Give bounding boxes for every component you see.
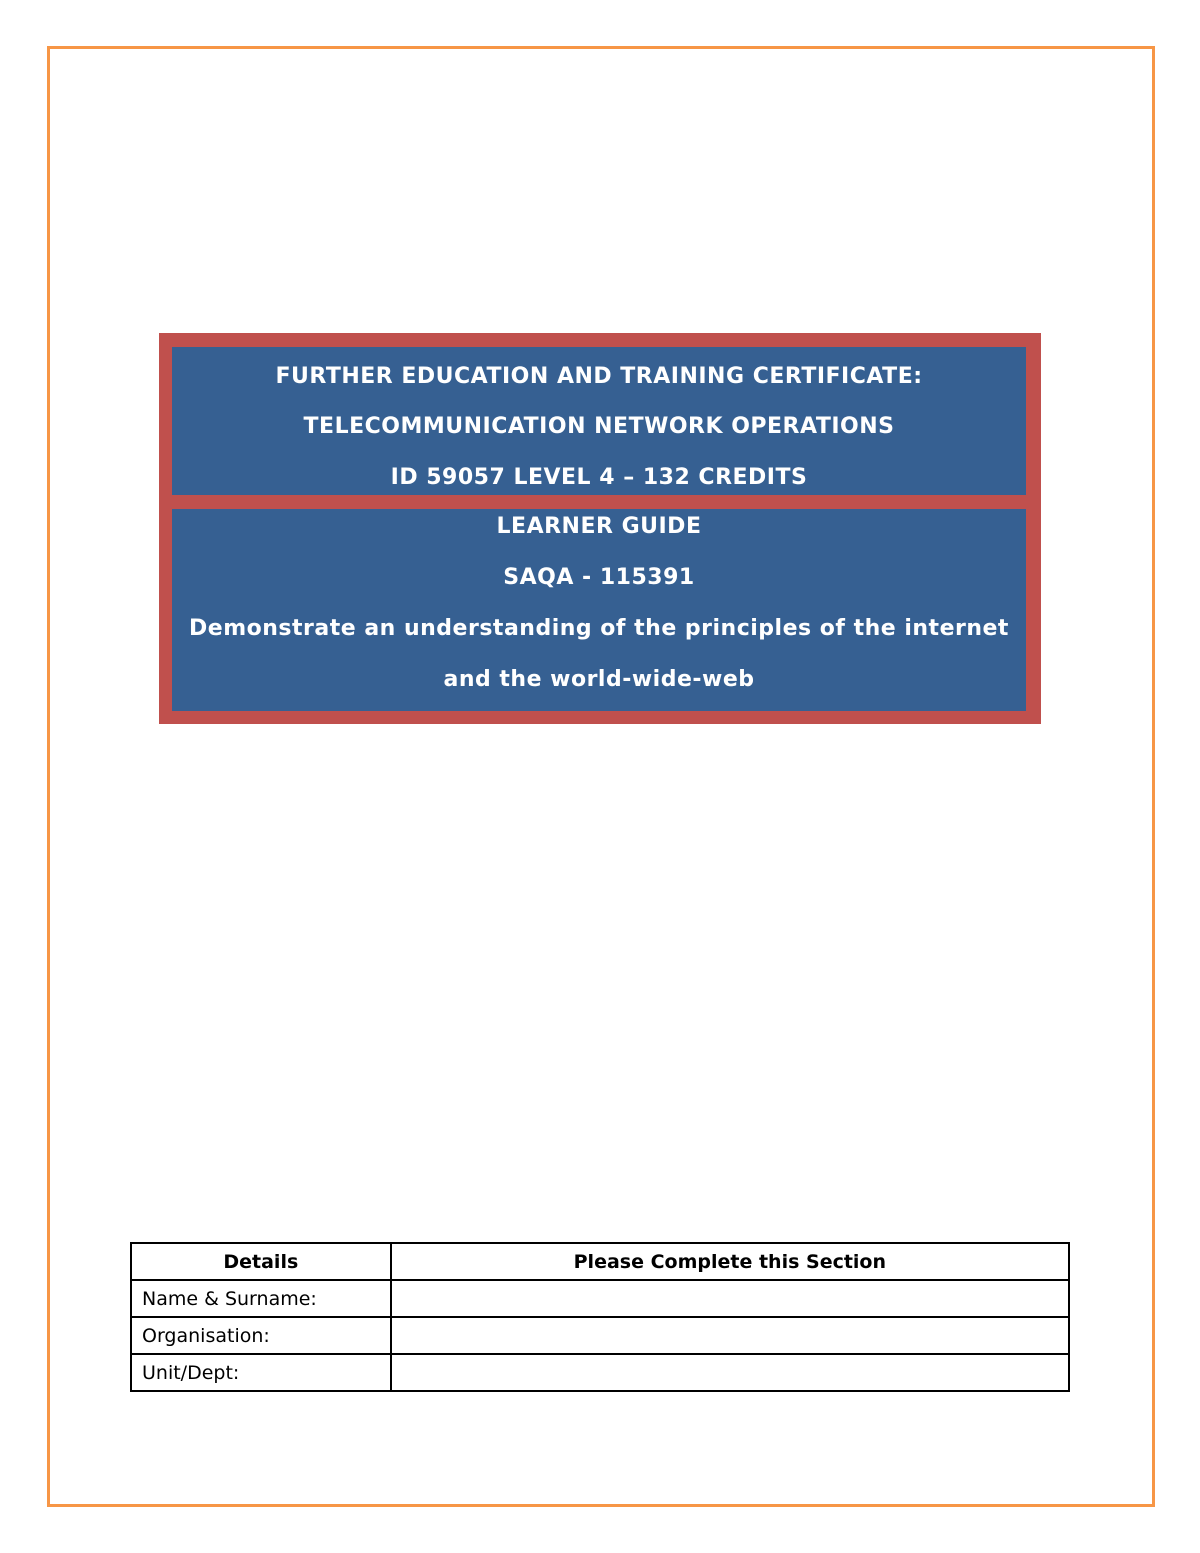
row-label-organisation: Organisation: bbox=[131, 1317, 391, 1354]
table-row bbox=[131, 1317, 1069, 1354]
table-header-row bbox=[131, 1243, 1069, 1280]
table-row bbox=[131, 1280, 1069, 1317]
learner-guide-heading: LEARNER GUIDE bbox=[496, 514, 702, 539]
saqa-id: SAQA - 115391 bbox=[503, 565, 695, 590]
qualification-title-line-1: FURTHER EDUCATION AND TRAINING CERTIFICATE: bbox=[275, 364, 923, 389]
learner-details-table bbox=[130, 1242, 1070, 1392]
row-label-name-surname: Name & Surname: bbox=[131, 1280, 391, 1317]
qualification-title-box bbox=[172, 347, 1026, 495]
organisation-field[interactable] bbox=[391, 1317, 1069, 1354]
unit-dept-field[interactable] bbox=[391, 1354, 1069, 1391]
table-row bbox=[131, 1354, 1069, 1391]
learner-guide-box bbox=[172, 509, 1026, 711]
qualification-id-line: ID 59057 LEVEL 4 – 132 CREDITS bbox=[390, 465, 808, 490]
unit-standard-title-line-1: Demonstrate an understanding of the principles of the internet bbox=[189, 616, 1009, 641]
title-frame bbox=[159, 333, 1041, 724]
unit-standard-title-line-2: and the world-wide-web bbox=[443, 667, 755, 692]
name-surname-field[interactable] bbox=[391, 1280, 1069, 1317]
header-details: Details bbox=[131, 1243, 391, 1280]
row-label-unit-dept: Unit/Dept: bbox=[131, 1354, 391, 1391]
header-please-complete: Please Complete this Section bbox=[391, 1243, 1069, 1280]
qualification-title-line-2: TELECOMMUNICATION NETWORK OPERATIONS bbox=[303, 414, 895, 439]
